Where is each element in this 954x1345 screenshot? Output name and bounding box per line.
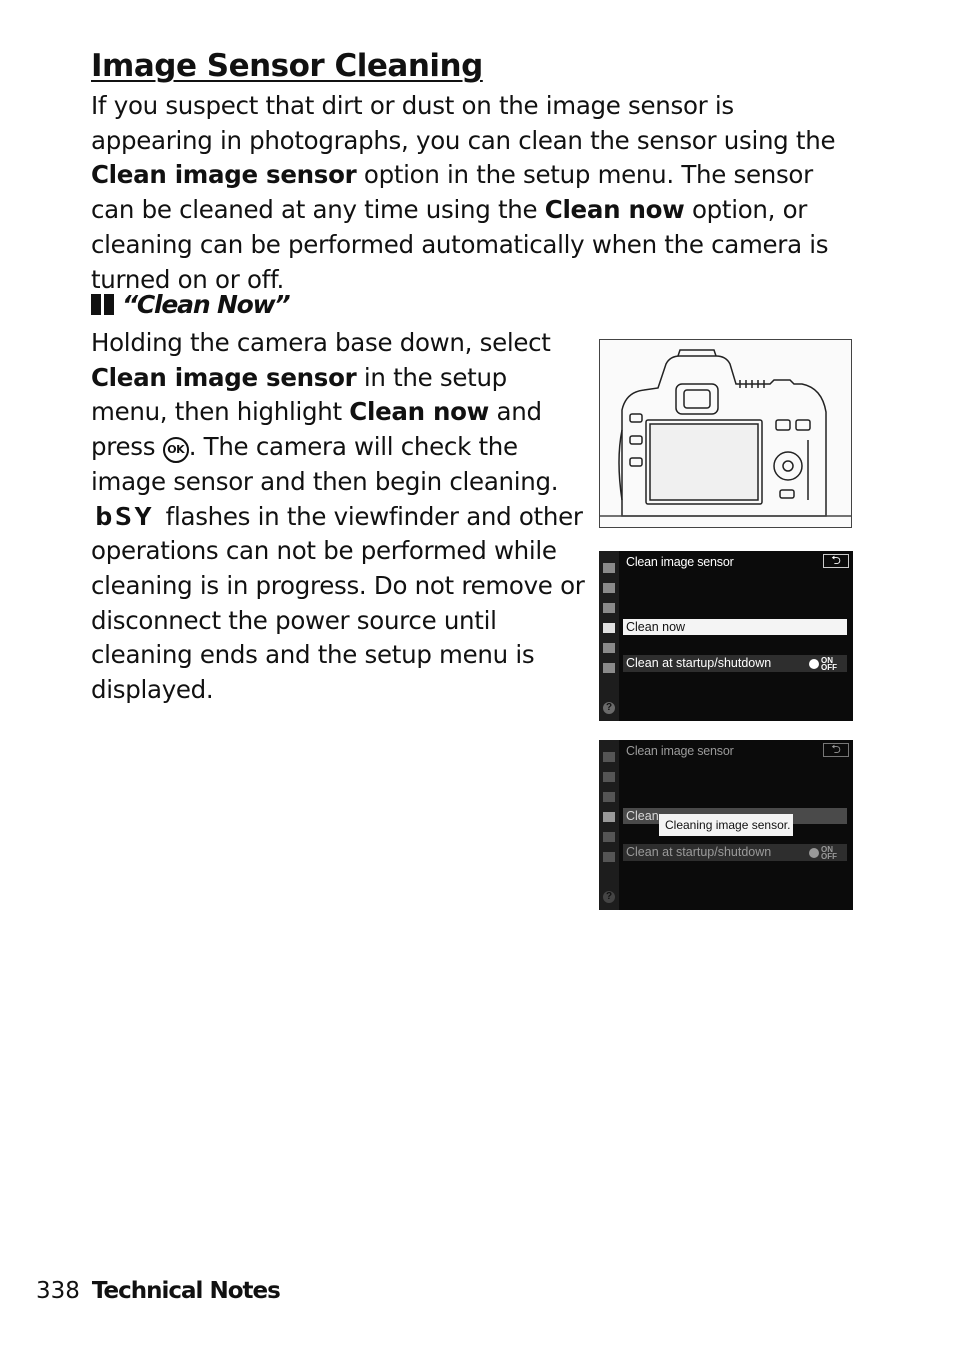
shooting-tab-icon[interactable]	[603, 583, 615, 593]
back-icon[interactable]: ⮌	[823, 554, 849, 568]
page-number: 338	[36, 1278, 80, 1304]
setup-tab-icon[interactable]	[603, 623, 615, 633]
custom-settings-tab-icon	[603, 792, 615, 802]
menu-screen-clean-image-sensor	[599, 551, 853, 721]
on-off-icon: ON OFF	[809, 846, 837, 860]
menu-tab-bar	[599, 551, 619, 721]
playback-tab-icon[interactable]	[603, 563, 615, 573]
my-menu-tab-icon	[603, 852, 615, 862]
shooting-tab-icon	[603, 772, 615, 782]
body-text-3: and press	[91, 397, 542, 462]
subheading-text: “Clean Now”	[122, 290, 290, 319]
back-icon: ⮌	[823, 743, 849, 757]
menu-item-clean-at-startup-dimmed	[623, 844, 847, 861]
camera-back-icon	[600, 340, 852, 528]
custom-settings-tab-icon[interactable]	[603, 603, 615, 613]
instructions-paragraph	[91, 326, 586, 708]
ok-button-icon: OK	[163, 437, 189, 463]
menu-title: Clean image sensor	[626, 744, 734, 758]
retouch-tab-icon[interactable]	[603, 643, 615, 653]
retouch-tab-icon	[603, 832, 615, 842]
intro-text-2: option in the setup menu. The sensor can be cleaned at any time using the	[91, 160, 813, 225]
intro-bold-menu-option: Clean image sensor	[91, 160, 357, 190]
body-text-4: . The camera will check the image sensor and then begin cleaning.	[91, 432, 559, 496]
menu-screen-cleaning	[599, 740, 853, 910]
help-icon: ?	[603, 891, 615, 903]
menu-title: Clean image sensor	[626, 555, 734, 569]
body-text-5: flashes in the viewfinder and other operations can not be performed while cleaning is in progress. Do not remove or disconnect the power source until cleaning ends and the setup menu is displayed.	[91, 501, 585, 705]
intro-bold-clean-now: Clean now	[544, 195, 685, 225]
cleaning-popup-message: Cleaning image sensor.	[659, 814, 793, 836]
menu-item-clean-now[interactable]: Clean now	[623, 619, 847, 635]
body-bold-clean-now: Clean now	[349, 397, 490, 427]
page-footer	[36, 1278, 280, 1304]
body-bold-menu-option: Clean image sensor	[91, 362, 357, 392]
camera-illustration	[599, 339, 852, 528]
subheading	[91, 290, 289, 319]
menu-tab-bar	[599, 740, 619, 910]
busy-indicator-icon: bSY	[95, 501, 154, 531]
body-text-1: Holding the camera base down, select	[91, 328, 551, 357]
setup-tab-icon	[603, 812, 615, 822]
page-title: Image Sensor Cleaning	[91, 48, 483, 84]
menu-item-label: Clean at startup/shutdown	[626, 656, 772, 670]
intro-text-1: If you suspect that dirt or dust on the image sensor is appearing in photographs, you can clean the sensor using the	[91, 91, 836, 155]
intro-paragraph	[91, 89, 861, 297]
section-name: Technical Notes	[91, 1278, 280, 1304]
intro-text-3: option, or cleaning can be performed automatically when the camera is turned on or off.	[91, 195, 829, 294]
my-menu-tab-icon[interactable]	[603, 663, 615, 673]
menu-item-label: Clean at startup/shutdown	[626, 845, 772, 859]
menu-item-clean-now-dimmed: Clean	[623, 808, 847, 824]
menu-item-clean-at-startup[interactable]	[623, 655, 847, 672]
on-off-icon: ON OFF	[809, 657, 837, 671]
playback-tab-icon	[603, 752, 615, 762]
help-icon[interactable]: ?	[603, 702, 615, 714]
section-marker-icon	[91, 294, 114, 315]
body-text-2: in the setup menu, then highlight	[91, 362, 507, 427]
